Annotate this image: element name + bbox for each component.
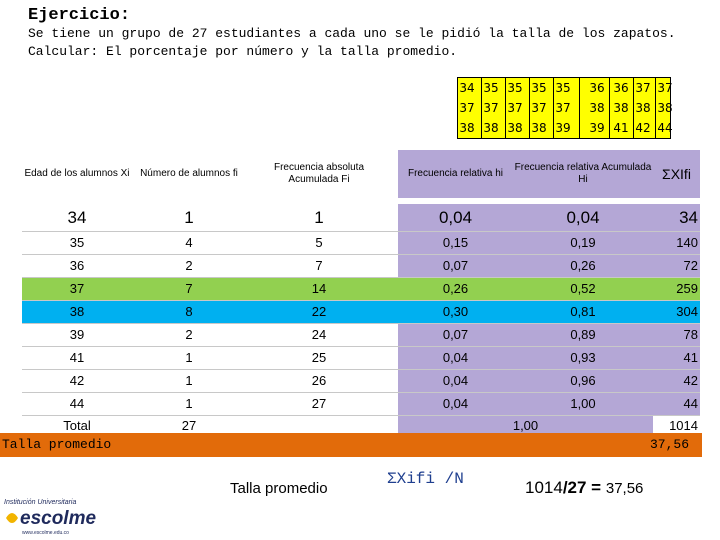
size-separator bbox=[633, 78, 634, 138]
table-cell: 0,04 bbox=[398, 346, 513, 369]
row-divider bbox=[22, 277, 700, 278]
row-divider bbox=[22, 346, 700, 347]
table-cell: 34 bbox=[67, 207, 87, 227]
size-value: 42 bbox=[635, 121, 651, 135]
table-cell: 0,81 bbox=[570, 304, 596, 319]
table-cell: 140 bbox=[653, 231, 700, 254]
size-separator bbox=[505, 78, 506, 138]
row-divider bbox=[22, 415, 700, 416]
table-cell: 41 bbox=[69, 350, 85, 365]
size-value: 35 bbox=[507, 81, 523, 95]
table-cell: 34 bbox=[653, 204, 700, 231]
size-value: 38 bbox=[635, 101, 651, 115]
size-separator bbox=[529, 78, 530, 138]
size-separator bbox=[579, 78, 580, 138]
table-cell: 1 bbox=[185, 350, 193, 365]
column-header: ΣXIfi bbox=[653, 150, 700, 198]
total-cell: 27 bbox=[181, 417, 197, 433]
table-cell: 0,07 bbox=[398, 323, 513, 346]
size-value: 36 bbox=[613, 81, 629, 95]
size-value: 37 bbox=[459, 101, 475, 115]
shoe-sizes-block bbox=[457, 77, 671, 139]
size-row bbox=[458, 98, 673, 118]
calc-result: 37,56 bbox=[605, 480, 644, 497]
table-cell: 0,04 bbox=[398, 369, 513, 392]
row-divider bbox=[22, 231, 700, 232]
size-value: 37 bbox=[657, 81, 673, 95]
table-row bbox=[22, 346, 700, 369]
size-value: 37 bbox=[483, 101, 499, 115]
table-cell: 1 bbox=[314, 207, 324, 227]
table-cell: 42 bbox=[653, 369, 700, 392]
table-cell: 41 bbox=[653, 346, 700, 369]
size-value: 41 bbox=[613, 121, 629, 135]
logo-line1: Institución Universitaria bbox=[4, 499, 77, 506]
table-cell: 2 bbox=[185, 327, 193, 342]
size-row bbox=[458, 78, 673, 98]
table-cell: 2 bbox=[185, 258, 193, 273]
row-divider bbox=[22, 392, 700, 393]
table-cell: 25 bbox=[311, 350, 327, 365]
table-cell: 22 bbox=[311, 304, 327, 319]
total-cell: 1,00 bbox=[512, 417, 539, 433]
size-value: 35 bbox=[531, 81, 547, 95]
total-cell: 1014 bbox=[669, 417, 698, 433]
table-cell: 0,04 bbox=[398, 392, 513, 415]
size-value: 37 bbox=[507, 101, 523, 115]
formula: ΣXifi /N bbox=[387, 470, 464, 488]
size-value: 38 bbox=[613, 101, 629, 115]
size-separator bbox=[609, 78, 610, 138]
table-cell: 14 bbox=[311, 281, 327, 296]
table-header-row bbox=[22, 150, 700, 198]
table-row bbox=[22, 277, 700, 300]
table-cell: 0,30 bbox=[442, 304, 469, 319]
table-cell: 0,04 bbox=[513, 204, 653, 231]
size-value: 39 bbox=[555, 121, 571, 135]
table-cell: 1 bbox=[185, 396, 193, 411]
size-value: 35 bbox=[555, 81, 571, 95]
table-cell: 42 bbox=[69, 373, 85, 388]
table-cell: 0,93 bbox=[513, 346, 653, 369]
size-value: 36 bbox=[589, 81, 605, 95]
logo-line2: escolme bbox=[20, 508, 97, 529]
table-total-row bbox=[22, 415, 700, 435]
table-cell: 0,07 bbox=[398, 254, 513, 277]
row-divider bbox=[22, 254, 700, 255]
table-row bbox=[22, 231, 700, 254]
size-separator bbox=[481, 78, 482, 138]
table-cell: 4 bbox=[185, 235, 193, 250]
table-cell: 304 bbox=[676, 304, 698, 319]
table-cell: 72 bbox=[653, 254, 700, 277]
size-value: 34 bbox=[459, 81, 475, 95]
table-cell: 0,89 bbox=[513, 323, 653, 346]
table-cell: 0,52 bbox=[570, 281, 596, 296]
row-divider bbox=[22, 300, 700, 301]
table-cell: 44 bbox=[69, 396, 85, 411]
column-header: Edad de los alumnos Xi bbox=[24, 168, 130, 179]
size-value: 38 bbox=[531, 121, 547, 135]
table-row bbox=[22, 204, 700, 231]
table-row bbox=[22, 254, 700, 277]
table-cell: 0,15 bbox=[398, 231, 513, 254]
table-cell: 36 bbox=[69, 258, 85, 273]
size-value: 37 bbox=[531, 101, 547, 115]
size-value: 38 bbox=[507, 121, 523, 135]
size-value: 37 bbox=[635, 81, 651, 95]
table-cell: 38 bbox=[69, 304, 85, 319]
table-cell: 35 bbox=[69, 235, 85, 250]
size-value: 44 bbox=[657, 121, 673, 135]
calc-divisor: /27 = bbox=[562, 478, 602, 497]
table-cell: 0,19 bbox=[513, 231, 653, 254]
table-cell: 1 bbox=[184, 207, 194, 227]
size-value: 38 bbox=[459, 121, 475, 135]
row-divider bbox=[22, 323, 700, 324]
intro-line-1: Se tiene un grupo de 27 estudiantes a cada uno se le pidió la talla de los zapatos. bbox=[28, 26, 676, 41]
table-cell: 26 bbox=[311, 373, 327, 388]
column-header: Frecuencia absoluta Acumulada Fi bbox=[273, 162, 365, 185]
escolme-logo bbox=[2, 494, 122, 538]
table-cell: 7 bbox=[315, 258, 323, 273]
column-header: Frecuencia relativa Acumulada Hi bbox=[513, 150, 653, 198]
size-value: 38 bbox=[589, 101, 605, 115]
size-value: 38 bbox=[657, 101, 673, 115]
table-cell: 24 bbox=[311, 327, 327, 342]
table-cell: 0,26 bbox=[513, 254, 653, 277]
table-cell: 27 bbox=[311, 396, 327, 411]
table-cell: 0,26 bbox=[442, 281, 469, 296]
calc-sum: 1014 bbox=[525, 478, 563, 497]
promedio-value: 37,56 bbox=[650, 437, 690, 452]
table-cell: 0,96 bbox=[513, 369, 653, 392]
table-row bbox=[22, 300, 700, 323]
size-value: 38 bbox=[483, 121, 499, 135]
size-value: 37 bbox=[555, 101, 571, 115]
size-separator bbox=[553, 78, 554, 138]
table-cell: 78 bbox=[653, 323, 700, 346]
table-cell: 37 bbox=[69, 281, 85, 296]
table-cell: 8 bbox=[185, 304, 193, 319]
size-row bbox=[458, 118, 673, 138]
table-cell: 44 bbox=[653, 392, 700, 415]
table-cell: 7 bbox=[185, 281, 193, 296]
logo-line3: www.escolme.edu.co bbox=[22, 530, 69, 536]
size-value: 35 bbox=[483, 81, 499, 95]
table-row bbox=[22, 392, 700, 415]
table-cell: 39 bbox=[69, 327, 85, 342]
row-divider bbox=[22, 369, 700, 370]
page-title: Ejercicio: bbox=[28, 6, 131, 25]
intro-line-2: Calcular: El porcentaje por número y la talla promedio. bbox=[28, 44, 458, 59]
table-cell: 0,04 bbox=[398, 204, 513, 231]
calculation bbox=[525, 478, 643, 498]
size-value: 39 bbox=[589, 121, 605, 135]
table-row bbox=[22, 369, 700, 392]
table-row bbox=[22, 323, 700, 346]
table-cell: 259 bbox=[676, 281, 698, 296]
total-cell: Total bbox=[63, 417, 91, 433]
column-header: Frecuencia relativa hi bbox=[398, 150, 513, 198]
promedio-label: Talla promedio bbox=[2, 437, 112, 452]
logo-mark-icon bbox=[6, 513, 18, 523]
table-cell: 1,00 bbox=[513, 392, 653, 415]
column-header: Número de alumnos fi bbox=[140, 168, 238, 179]
table-cell: 1 bbox=[185, 373, 193, 388]
size-separator bbox=[655, 78, 656, 138]
table-cell: 5 bbox=[315, 235, 323, 250]
talla-promedio-label: Talla promedio bbox=[230, 480, 328, 497]
